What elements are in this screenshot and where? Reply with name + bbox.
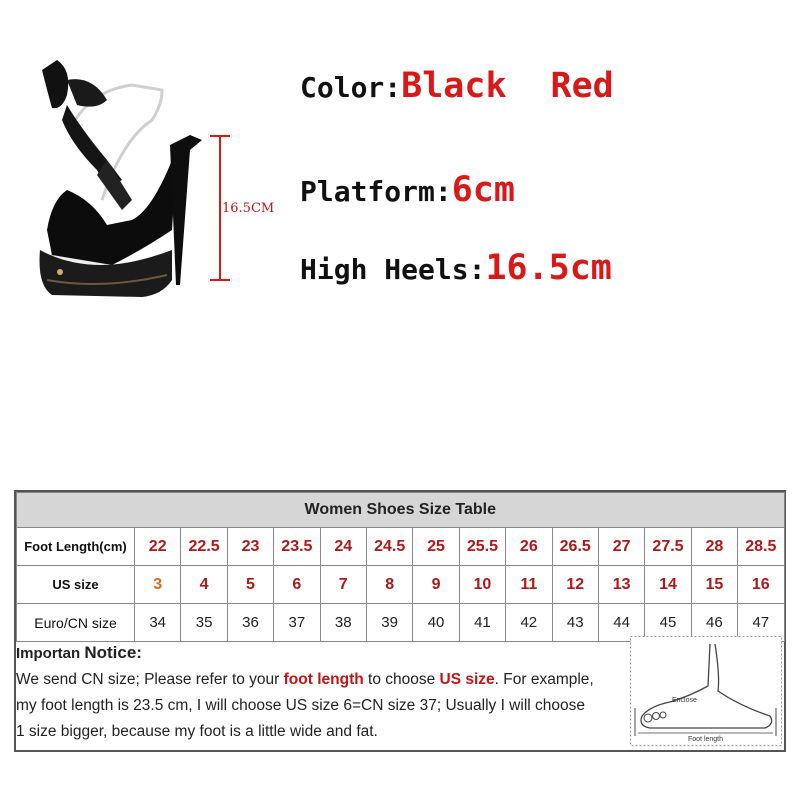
table-cell: 22 — [135, 528, 181, 566]
table-cell: 22.5 — [181, 528, 227, 566]
notice-line-3: 1 size bigger, because my foot is a little wide and fat. — [16, 723, 378, 740]
notice-highlight-foot-length: foot length — [283, 671, 364, 688]
height-measure-label: 16.5CM — [222, 201, 275, 216]
row-header-foot-length: Foot Length(cm) — [17, 528, 135, 566]
table-cell: 43 — [552, 604, 598, 642]
table-cell: 28.5 — [738, 528, 784, 566]
table-cell: 38 — [320, 604, 366, 642]
table-cell: 35 — [181, 604, 227, 642]
heel-value: 16.5cm — [485, 248, 612, 288]
notice-line-1 — [16, 667, 626, 693]
table-cell: 3 — [135, 566, 181, 604]
platform-value: 6cm — [451, 170, 515, 210]
table-cell: 25.5 — [459, 528, 505, 566]
table-cell: 10 — [459, 566, 505, 604]
table-cell: 44 — [598, 604, 644, 642]
spec-platform — [300, 170, 515, 210]
table-cell: 41 — [459, 604, 505, 642]
table-cell: 40 — [413, 604, 459, 642]
table-cell: 24.5 — [366, 528, 412, 566]
table-cell: 37 — [274, 604, 320, 642]
table-cell: 27.5 — [645, 528, 691, 566]
notice-heading-main: Notice: — [84, 643, 142, 662]
table-cell: 36 — [227, 604, 273, 642]
table-cell: 12 — [552, 566, 598, 604]
table-cell: 8 — [366, 566, 412, 604]
table-cell: 9 — [413, 566, 459, 604]
table-cell: 26 — [506, 528, 552, 566]
color-label: Color: — [300, 71, 402, 104]
table-cell: 14 — [645, 566, 691, 604]
table-row-us-size — [17, 566, 785, 604]
notice-heading — [16, 640, 626, 667]
table-cell: 26.5 — [552, 528, 598, 566]
color-value-black: Black — [401, 66, 507, 106]
table-cell: 7 — [320, 566, 366, 604]
table-cell: 28 — [691, 528, 737, 566]
table-cell: 23.5 — [274, 528, 320, 566]
notice-text: to choose — [363, 671, 440, 688]
table-cell: 13 — [598, 566, 644, 604]
table-cell: 25 — [413, 528, 459, 566]
notice-heading-prefix: Importan — [16, 645, 81, 662]
table-cell: 45 — [645, 604, 691, 642]
row-header-euro-cn-size: Euro/CN size — [17, 604, 135, 642]
heel-label: High Heels: — [300, 253, 486, 286]
spec-color — [300, 66, 614, 106]
size-table-title: Women Shoes Size Table — [17, 493, 785, 528]
sandal-illustration — [12, 50, 227, 300]
spec-heel-height — [300, 248, 612, 288]
table-cell: 42 — [506, 604, 552, 642]
table-cell: 46 — [691, 604, 737, 642]
notice-line-2: my foot length is 23.5 cm, I will choose US size 6=CN size 37; Usually I will choose — [16, 697, 585, 714]
enclose-label: Enclose — [672, 697, 697, 704]
table-cell: 47 — [738, 604, 784, 642]
table-cell: 39 — [366, 604, 412, 642]
row-header-us-size: US size — [17, 566, 135, 604]
table-cell: 5 — [227, 566, 273, 604]
foot-length-label: Foot length — [688, 736, 724, 743]
notice-text: We send CN size; Please refer to your — [16, 671, 284, 688]
color-value-red: Red — [550, 66, 614, 106]
table-cell: 16 — [738, 566, 784, 604]
table-cell: 4 — [181, 566, 227, 604]
platform-label: Platform: — [300, 175, 452, 208]
foot-measure-figure — [630, 636, 782, 746]
table-cell: 15 — [691, 566, 737, 604]
table-cell: 24 — [320, 528, 366, 566]
table-cell: 27 — [598, 528, 644, 566]
size-table — [16, 492, 785, 642]
table-row-foot-length — [17, 528, 785, 566]
table-cell: 6 — [274, 566, 320, 604]
notice-text: . For example, — [494, 671, 594, 688]
table-cell: 34 — [135, 604, 181, 642]
notice-highlight-us-size: US size — [439, 671, 495, 688]
table-cell: 23 — [227, 528, 273, 566]
table-cell: 11 — [506, 566, 552, 604]
size-notice — [16, 640, 626, 745]
